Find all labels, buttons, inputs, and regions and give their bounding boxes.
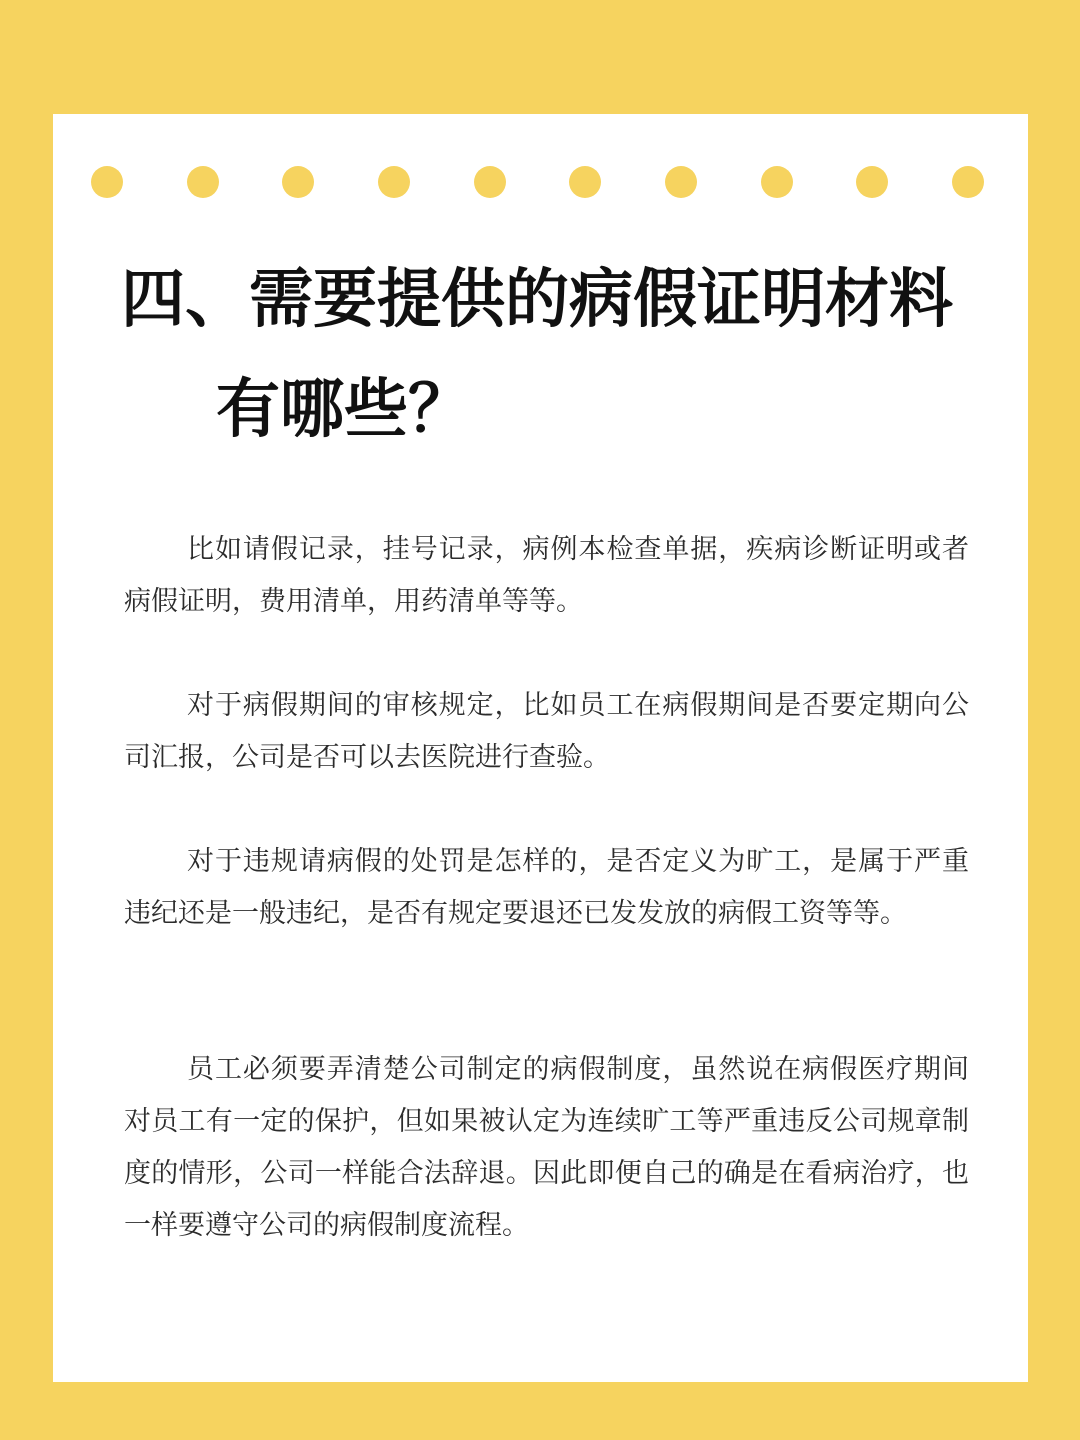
paragraph-review-rules: 对于病假期间的审核规定，比如员工在病假期间是否要定期向公司汇报，公司是否可以去医院进行查验。 xyxy=(124,690,969,773)
decorative-dot xyxy=(474,166,506,198)
decorative-dot xyxy=(665,166,697,198)
paragraph-penalties: 对于违规请病假的处罚是怎样的，是否定义为旷工，是属于严重违纪还是一般违纪，是否有规定要退还已发发放的病假工资等等。 xyxy=(124,846,969,929)
decorative-dot xyxy=(856,166,888,198)
decorative-dot xyxy=(761,166,793,198)
page-title-line-1: 四、需要提供的病假证明材料 xyxy=(121,263,953,337)
decorative-dot xyxy=(91,166,123,198)
decorative-dot xyxy=(187,166,219,198)
paragraph-conclusion: 员工必须要弄清楚公司制定的病假制度，虽然说在病假医疗期间对员工有一定的保护，但如果被认定为连续旷工等严重违反公司规章制度的情形，公司一样能合法辞退。因此即便自己的确是在看病治疗，也一样要遵守公司的病假制度流程。 xyxy=(124,1054,969,1241)
paragraph-materials: 比如请假记录，挂号记录，病例本检查单据，疾病诊断证明或者病假证明，费用清单，用药清单等等。 xyxy=(124,534,969,617)
decorative-dot-row xyxy=(91,166,991,198)
decorative-dot xyxy=(378,166,410,198)
page-title-line-2: 有哪些？ xyxy=(216,373,472,447)
content-card xyxy=(53,114,1028,1382)
decorative-dot xyxy=(569,166,601,198)
decorative-dot xyxy=(952,166,984,198)
decorative-dot xyxy=(282,166,314,198)
